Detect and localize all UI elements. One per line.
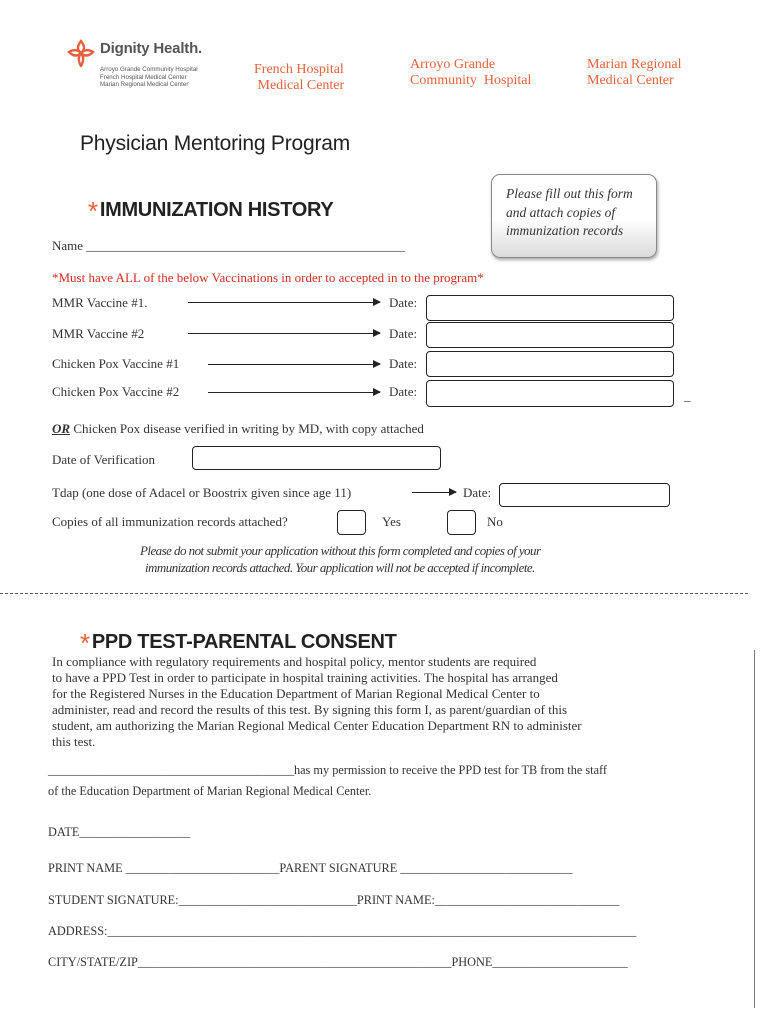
- required-star: *: [80, 628, 90, 658]
- warning-line-1: Please do not submit your application without this form completed and copies of your: [140, 543, 541, 558]
- name-input-line[interactable]: _________________________________________________: [86, 238, 405, 253]
- immunization-heading: [88, 192, 334, 226]
- copies-label: Copies of all immunization records attached?: [52, 514, 288, 529]
- instruction-note-text: Please fill out this form and attach copies of immunization records: [506, 186, 633, 238]
- mmr2-date-field[interactable]: [426, 322, 674, 348]
- arrow-icon: [208, 392, 380, 393]
- ppd-title: PPD TEST-PARENTAL CONSENT: [91, 631, 397, 653]
- date-label: Date:: [389, 326, 418, 341]
- logo-sub-line: Marian Regional Medical Center: [100, 81, 189, 89]
- requirement-notice: *Must have ALL of the below Vaccinations in order to accepted in to the program*: [52, 270, 484, 285]
- no-label: No: [487, 514, 503, 529]
- tdap-date-label: Date:: [463, 485, 492, 500]
- address-line[interactable]: ADDRESS:______________________________________________________________________________________: [48, 924, 637, 938]
- print-name-parent-signature-line[interactable]: PRINT NAME _________________________PARENT SIGNATURE ____________________________: [48, 861, 573, 875]
- student-signature-line[interactable]: STUDENT SIGNATURE:_____________________________PRINT NAME:______________________________: [48, 893, 620, 907]
- mmr1-date-field[interactable]: [426, 295, 674, 321]
- yes-checkbox[interactable]: [337, 510, 366, 535]
- vaccine-label: Chicken Pox Vaccine #1: [52, 356, 180, 371]
- name-label: Name: [52, 238, 84, 253]
- hospital-arroyo-grande: Arroyo Grande Community Hospital: [410, 57, 532, 88]
- trailing-mark: _: [684, 388, 691, 403]
- hospital-french: French Hospital Medical Center: [254, 62, 345, 93]
- tdap-label: Tdap (one dose of Adacel or Boostrix given since age 11): [52, 485, 352, 500]
- program-title: Physician Mentoring Program: [80, 132, 351, 155]
- logo-subtitle: [100, 66, 198, 89]
- logo-name: Dignity Health.: [100, 40, 203, 57]
- logo-sub-line: Arroyo Grande Community Hospital: [100, 66, 198, 73]
- or-detail: Chicken Pox disease verified in writing by MD, with copy attached: [70, 421, 424, 436]
- verification-date-field[interactable]: [192, 446, 441, 470]
- date-signature-line[interactable]: DATE__________________: [48, 825, 191, 839]
- arrow-icon: [412, 492, 456, 493]
- or-verification-text: [52, 421, 424, 437]
- permission-line-2: of the Education Department of Marian Regional Medical Center.: [48, 784, 372, 798]
- ppd-heading: [80, 624, 397, 658]
- page-edge-rule: [754, 650, 755, 1008]
- section-divider: [0, 593, 748, 594]
- permission-line[interactable]: ________________________________________has my permission to receive the PPD test for TB from the staff: [48, 763, 607, 777]
- arrow-icon: [188, 302, 380, 303]
- verification-label: Date of Verification: [52, 452, 155, 467]
- or-word: OR: [52, 421, 71, 436]
- name-row: [52, 238, 405, 254]
- tdap-date-field[interactable]: [499, 483, 670, 507]
- vaccine-label: Chicken Pox Vaccine #2: [52, 384, 180, 399]
- hospital-marian: Marian Regional Medical Center: [587, 57, 682, 88]
- instruction-note-box: [491, 174, 657, 258]
- vaccine-label: MMR Vaccine #2: [52, 326, 145, 341]
- arrow-icon: [188, 333, 380, 334]
- city-phone-line[interactable]: CITY/STATE/ZIP___________________________________________________PHONE______________________: [48, 955, 628, 969]
- no-checkbox[interactable]: [447, 510, 476, 535]
- chickenpox2-date-field[interactable]: [426, 380, 674, 407]
- date-label: Date:: [389, 295, 418, 310]
- immunization-title: IMMUNIZATION HISTORY: [99, 199, 334, 221]
- warning-line-2: immunization records attached. Your application will not be accepted if incomplete.: [145, 560, 535, 575]
- ppd-consent-paragraph: In compliance with regulatory requirements and hospital policy, mentor students are required to have a PPD Test in order to participate in hospital training activities. The hospital has arranged for the Registered Nurses in the Education Department of Marian Regional Medical Center to administer, read and record the results of this test. By signing this form I, as parent/guardian of this student, am authorizing the Marian Regional Medical Center Education Department RN to administer this test.: [52, 654, 582, 749]
- logo-sub-line: French Hospital Medical Center: [100, 73, 187, 81]
- date-label: Date:: [389, 384, 418, 399]
- required-star: *: [88, 196, 98, 226]
- yes-label: Yes: [382, 514, 401, 529]
- chickenpox1-date-field[interactable]: [426, 351, 674, 377]
- date-label: Date:: [389, 356, 418, 371]
- dignity-health-logo-icon: [66, 38, 96, 68]
- vaccine-label: MMR Vaccine #1.: [52, 295, 148, 310]
- arrow-icon: [208, 364, 380, 365]
